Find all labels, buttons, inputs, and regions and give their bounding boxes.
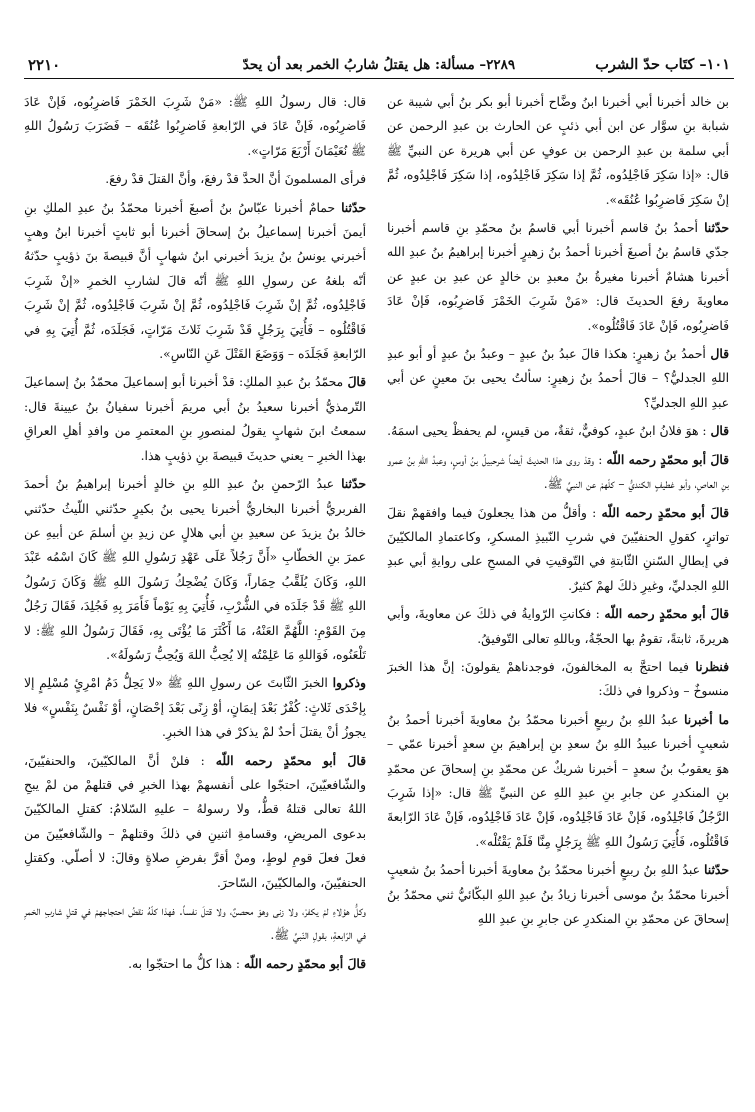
book-title: ١٠١– كتَاب حدّ الشرب [595, 56, 730, 73]
paragraph-lead: حدّثنا [704, 862, 729, 878]
paragraph [387, 655, 729, 704]
paragraph [24, 749, 366, 895]
paragraph-text: عبدُ الرّحمنِ بنُ عبدِ اللهِ بنِ خالدٍ أخبرنا إبراهيمُ بنُ أحمدَ الفربريُّ أخبرنا البخاريُّ أخبرنا يحيى بنُ بكيرٍ حدّثني اللّيثُ حدّثني خالدُ بنُ يزيدَ عن سعيدِ بنِ أبي هلالٍ عن زيدِ بنِ أسلمَ عن أبيهِ عن عمرَ بنِ الخطّابِ «أَنَّ رَجُلاً عَلَى عَهْدِ رَسُولِ اللهِ ﷺ كَانَ اسْمُه عَبْدَ اللهِ، وَكَانَ يُلَقَّبُ حِمَاراً، وَكَانَ يُضْحِكُ رَسُولَ اللهِ ﷺ وَكَانَ رَسُولُ اللهِ ﷺ قَدْ جَلَدَه في الشُّرْبِ، فَأُتِيَ بِهِ يَوْماً فَأَمَرَ بِهِ فَجُلِدَ، فَقَالَ رَجُلٌ مِنَ القَوْمِ: اللَّهُمَّ العَنْهُ، مَا أَكْثَرَ مَا يُؤْتَى بِهِ، فَقَالَ رَسُولُ اللهِ ﷺ: لا تَلْعَنُوه، فَوَاللهِ مَا عَلِمْتُه إلا يُحِبُّ اللهَ وَيُحِبُّ رَسُولَهُ». [24, 477, 366, 662]
paragraph-lead: قالَ [347, 374, 366, 390]
paragraph-text: عبدُ اللهِ بنُ ربيعٍ أخبرنا محمّدُ بنُ معاويةَ أخبرنا أحمدُ بنُ شعيبٍ أخبرنا عبيدُ اللهِ بنُ سعدِ بنِ إبراهيمَ بنِ سعدٍ أخبرنا عمّي – هوَ يعقوبُ بنُ سعدٍ – أخبرنا شريكٌ عن محمّدِ بنِ إسحاقَ عن محمّدِ بنِ المنكدرِ عن جابرِ بنِ عبدِ اللهِ عن النبيِّ ﷺ قال: «إذا شَرِبَ الرَّجُلُ فَاجْلِدُوه، فَإنْ عَادَ فَاجْلِدُوه، فَإنْ عَادَ فَاجْلِدُوه، فَإنْ عَادَ الرّابعةَ فَاقْتُلُوه، فَأُتِيَ رَسُولُ اللهِ ﷺ بِرَجُلٍ مِنَّا فَلَمْ يَقْتُلْه». [387, 712, 729, 849]
paragraph-text: : هوَ فلانُ ابنُ عبدٍ، كوفيٌّ، ثقةٌ، من قيسٍ، لم يحفظْ يحيى اسمَهُ. [387, 424, 707, 439]
paragraph [24, 196, 366, 367]
paragraph-lead: حدّثنا [704, 220, 729, 236]
paragraph [24, 899, 366, 948]
paragraph-lead: قالَ أبو محمّدٍ رحمه اللّه [215, 752, 366, 768]
paragraph-lead: فنظرنا [695, 658, 729, 674]
left-text-column [24, 90, 366, 1100]
paragraph [24, 952, 366, 976]
paragraph-lead: قال [710, 423, 729, 439]
paragraph-text: وكلُّ هؤلاءِ لمْ يكفرْ، ولا زنى وهوَ محصنٌ، ولا قتلَ نفساً. فهذا كلّهُ نقضُ احتجاجهمْ في قتلِ شاربِ الخمرِ في الرّابعةِ، بقولِ النّبيِّ ﷺ. [24, 904, 366, 943]
paragraph-text: أحمدُ بنُ زهيرٍ: هكذا قالَ عبدُ بنُ عبدٍ – وعبدُ بنُ عبدٍ أو أبو عبدِ اللهِ الجدليُّ؟ – قالَ أحمدُ بنُ زهيرٍ: سألتُ يحيى بنَ معينٍ عن أبي عبدِ اللهِ الجدليِّ؟ [387, 347, 729, 410]
paragraph-lead: قالَ أبو محمّدٍ رحمه اللّه [243, 955, 366, 971]
paragraph-text: حمامٌ أخبرنا عبّاسُ بنُ أصبغَ أخبرنا محمّدُ بنُ عبدِ الملكِ بنِ أيمنَ أخبرنا إسماعيلُ بنُ إسحاقَ أخبرنا أبو ثابتٍ أخبرنا ابنُ وهبٍ أخبرني يونسُ بنُ يزيدَ أخبرني ابنُ شهابٍ أنَّ قبيصةَ بنَ ذؤيبٍ حدّثهُ أنّه بلغهُ عن رسولِ اللهِ ﷺ أنّه قالَ لشاربِ الخمرِ «إنْ شَرِبَ فَاجْلِدُوه، ثُمَّ إنْ شَرِبَ فَاجْلِدُوه، ثُمَّ إنْ شَرِبَ فَاجْلِدُوه، ثُمَّ إنْ شَرِبَ فَاقْتُلُوه – فَأُتِيَ بِرَجُلٍ قَدْ شَرِبَ ثَلاثَ مَرّاتٍ، فَجَلَدَه، ثُمَّ أُتِيَ بِهِ في الرّابعةِ فَجَلَدَه – وَوَضَعَ القَتْلَ عَنِ النّاسِ». [24, 200, 366, 362]
paragraph [387, 708, 729, 854]
paragraph-text: قال: قال رسولُ اللهِ ﷺ: «مَنْ شَرِبَ الخَمْرَ فَاضرِبُوه، فَإنْ عَادَ فَاضرِبُوه، فَإنْ عَادَ في الرّابعةِ فَاضرِبُوا عُنُقَه – فَضَرَبَ رَسُولُ اللهِ ﷺ نُعَيْمَانَ أَرْبَعَ مَرّاتٍ». [24, 95, 366, 158]
paragraph [24, 167, 366, 191]
paragraph-lead: ما أخبرنا [684, 711, 729, 727]
paragraph-lead: حدّثنا [341, 199, 366, 215]
paragraph-text: : وأقلُّ من هذا يجعلونَ فيما وافقهمْ نقلَ تواترٍ، كقولِ الحنفيّينَ في شربِ النّبيذِ المسكرِ، وكاعتمادِ المالكيّينَ في إبطالِ السّننِ الثّابتةِ في التّوقيتِ في المسحِ على روايةِ أبي عبدِ اللهِ الجدليِّ، وغيرِ ذلكَ لهمْ كثيرٌ. [387, 505, 729, 593]
paragraph [387, 448, 729, 497]
running-header [24, 56, 734, 79]
paragraph-text: فيما احتجَّ به المخالفونَ، فوجدناهمْ يقولونَ: إنَّ هذا الخبرَ منسوخٌ – وذكروا في ذلكَ: [387, 659, 729, 699]
paragraph-lead: قالَ أبو محمّدٍ رحمه اللّه [601, 504, 729, 520]
paragraph [24, 370, 366, 468]
paragraph-text: : وقدْ روى هذا الحديثَ أيضاً شرحبيلُ بنُ أوسٍ، وعبدُ اللهِ بنُ عمرو بنِ العاصِ، وأبو غطيفٍ الكنديُّ – كلّهمْ عن النبيِّ ﷺ. [387, 452, 729, 492]
paragraph-text: : فكانتِ الرّوايةُ في ذلكَ عن معاويةَ، وأبي هريرةَ، ثابتةً، تقومُ بها الحجّةُ، وباللهِ تعالى التّوفيقُ. [387, 607, 729, 646]
paragraph-lead: قالَ أبو محمّدٍ رحمه اللّه [604, 606, 729, 622]
paragraph [387, 419, 729, 443]
paragraph-text: بن خالد أخبرنا أبي أخبرنا ابنُ وضَّاح أخبرنا أبو بكر بنُ أبي شيبة عن شبابة بنِ سوَّار عن ابن أبي ذئبٍ عن الحارث بن عبدِ الرحمن عن أبي سلمة بن عبدِ الرحمن بن عوفٍ عن أبي هريرة عن النبيِّ ﷺ قال: «إذا سَكِرَ فَاجْلِدُوه، ثُمَّ إذا سَكِرَ فَاجْلِدُوه، إذا سَكِرَ فَاجْلِدُوه، ثُمَّ إنْ سَكِرَ فَاضرِبُوا عُنُقَه». [387, 95, 729, 207]
paragraph-lead: حدّثنا [341, 476, 366, 492]
paragraph-lead: قال [710, 346, 729, 362]
paragraph [387, 858, 729, 931]
paragraph [387, 342, 729, 415]
paragraph-lead: قالَ أبو محمّدٍ رحمه اللّه [606, 451, 729, 467]
paragraph-lead: وذكروا [332, 675, 366, 691]
paragraph [387, 501, 729, 599]
paragraph-text: عبدُ اللهِ بنُ ربيعٍ أخبرنا محمّدُ بنُ معاويةَ أخبرنا أحمدُ بنُ شعيبٍ أخبرنا محمّدُ بنُ موسى أخبرنا زيادُ بنُ عبدِ اللهِ البكّائيُّ ثني محمّدُ بنُ إسحاقَ عن محمّدِ بنِ المنكدرِ عن جابرِ بنِ عبدِ اللهِ [387, 863, 729, 926]
paragraph [24, 472, 366, 667]
section-title: ٢٢٨٩– مسألة: هل يقتلُ شاربُ الخمر بعد أن يحدّ [242, 57, 516, 73]
paragraph-text: : هذا كلُّ ما احتجّوا به. [128, 956, 241, 971]
paragraph [24, 671, 366, 744]
right-text-column [387, 90, 729, 1100]
paragraph [387, 216, 729, 338]
paragraph-text: أحمدُ بنُ قاسم أخبرنا أبي قاسمُ بنُ محمّدِ بنِ قاسم أخبرنا جدّي قاسمُ بنُ أصبغَ أخبرنا أحمدُ بنُ زهيرٍ أخبرنا إبراهيمُ بنُ عبدِ الله أخبرنا هشامٌ أخبرنا مغيرةُ بنُ معبدِ بن خالدٍ عن عبدِ بن عبدٍ عن معاويةَ رفعَ الحديثَ قال: «مَنْ شَرِبَ الخَمْرَ فَاضرِبُوه، فَإنْ عَادَ فَاضرِبُوه، فَإنْ عَادَ فَاقْتُلُوه». [387, 221, 729, 333]
page-number: ٢٢١٠ [28, 56, 61, 74]
paragraph-text: : فلنْ أنَّ المالكيّينَ، والحنفيّينَ، والشّافعيّينَ، احتجّوا على أنفسهمْ بهذا الخبرِ في قتلهمْ من لمْ يبحِ اللهُ تعالى قتلهُ قطُّ، ولا رسولهُ – عليهِ السّلامُ: كقتلِ المالكيّينَ بدعوى المريضِ، وقسامةِ اثنينِ في ذلكَ وقتلهمْ – والشّافعيّينَ من فعلَ فعلَ قومِ لوطٍ، ومنْ أقرَّ بفرضِ صلاةٍ وقالَ: لا أصلّي. وكقتلِ الحنفيّينَ، والمالكيّينَ، السّاحرَ. [24, 753, 366, 890]
paragraph-text: فرأى المسلمونَ أنَّ الحدَّ قدْ رفعَ، وأنَّ القتلَ قدْ رفعَ. [105, 172, 366, 187]
paragraph [387, 90, 729, 212]
paragraph-text: الخبرَ الثّابتَ عن رسولِ اللهِ ﷺ «لا يَحِلُّ دَمُ امْرِئٍ مُسْلِمٍ إلا بِإحْدَى ثَلاثٍ: كُفْرٌ بَعْدَ إيمَانٍ، أوْ زِنًى بَعْدَ إحْصَانٍ، أوْ نَفْسٌ بِنَفْسٍ» فلا يجوزُ أنْ يقتلَ أحدٌ لمْ يذكرْ في هذا الخبرِ. [24, 676, 366, 740]
paragraph-text: محمّدُ بنُ عبدِ الملكِ: قدْ أخبرنا أبو إسماعيلَ محمّدُ بنُ إسماعيلَ التّرمذيُّ أخبرنا سعيدُ بنُ أبي مريمَ أخبرنا سفيانُ بنُ عيينةَ قال: سمعتُ ابنَ شهابٍ يقولُ لمنصورِ بنِ المعتمرِ من وافدِ أهلِ العراقِ بهذا الخبرِ – يعني حديثَ قبيصةَ بنِ ذؤيبٍ هذا. [24, 375, 366, 463]
paragraph [24, 90, 366, 163]
paragraph [387, 602, 729, 651]
